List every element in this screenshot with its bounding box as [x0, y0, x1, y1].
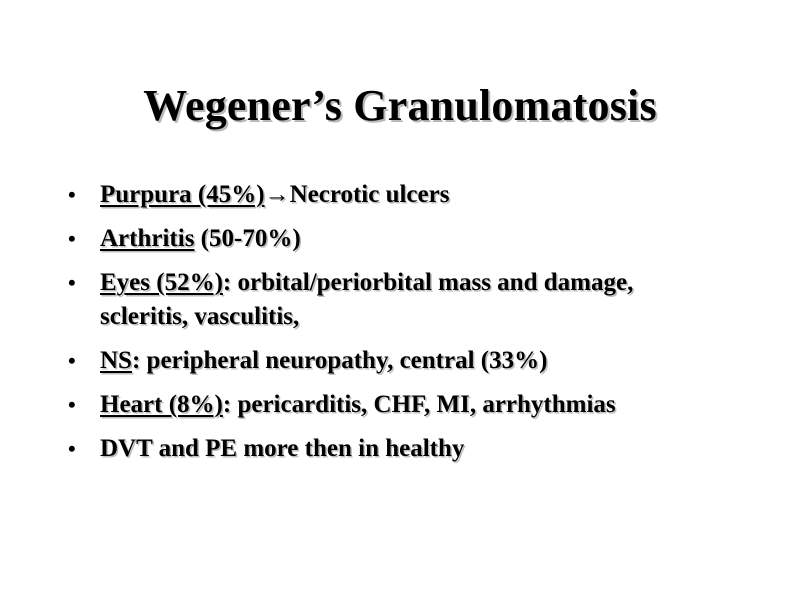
bullet-item-heart — [68, 388, 708, 422]
bullet-term: Heart (8%) — [100, 391, 223, 418]
bullet-item-dvt — [68, 432, 708, 466]
bullet-term: Purpura (45%) — [100, 181, 265, 208]
slide-title: Wegener’s Granulomatosis — [143, 81, 657, 130]
bullet-text: : pericarditis, CHF, MI, arrhythmias — [222, 391, 616, 418]
bullet-marker: • — [68, 182, 76, 207]
arrow-symbol: → — [264, 181, 290, 208]
bullet-text: : peripheral neuropathy, central (33%) — [131, 347, 548, 374]
bullet-term: NS — [100, 347, 132, 374]
bullet-text: (50-70%) — [194, 225, 301, 252]
bullet-item-eyes — [68, 266, 708, 334]
bullet-text: DVT and PE more then in healthy — [100, 435, 465, 462]
bullet-marker: • — [68, 348, 76, 373]
bullet-term: Arthritis — [100, 225, 195, 252]
bullet-marker: • — [68, 436, 76, 461]
bullet-item-arthritis — [68, 222, 708, 256]
bullet-marker: • — [68, 392, 76, 417]
bullet-marker: • — [68, 226, 76, 251]
bullet-item-ns — [68, 344, 708, 378]
bullet-text: Necrotic ulcers — [289, 181, 450, 208]
bullet-term: Eyes (52%) — [100, 269, 223, 296]
bullet-list — [68, 178, 708, 476]
bullet-marker: • — [68, 270, 76, 295]
bullet-text: : orbital/periorbital mass and damage, scleritis, vasculitis, — [100, 269, 634, 330]
bullet-item-purpura — [68, 178, 708, 212]
